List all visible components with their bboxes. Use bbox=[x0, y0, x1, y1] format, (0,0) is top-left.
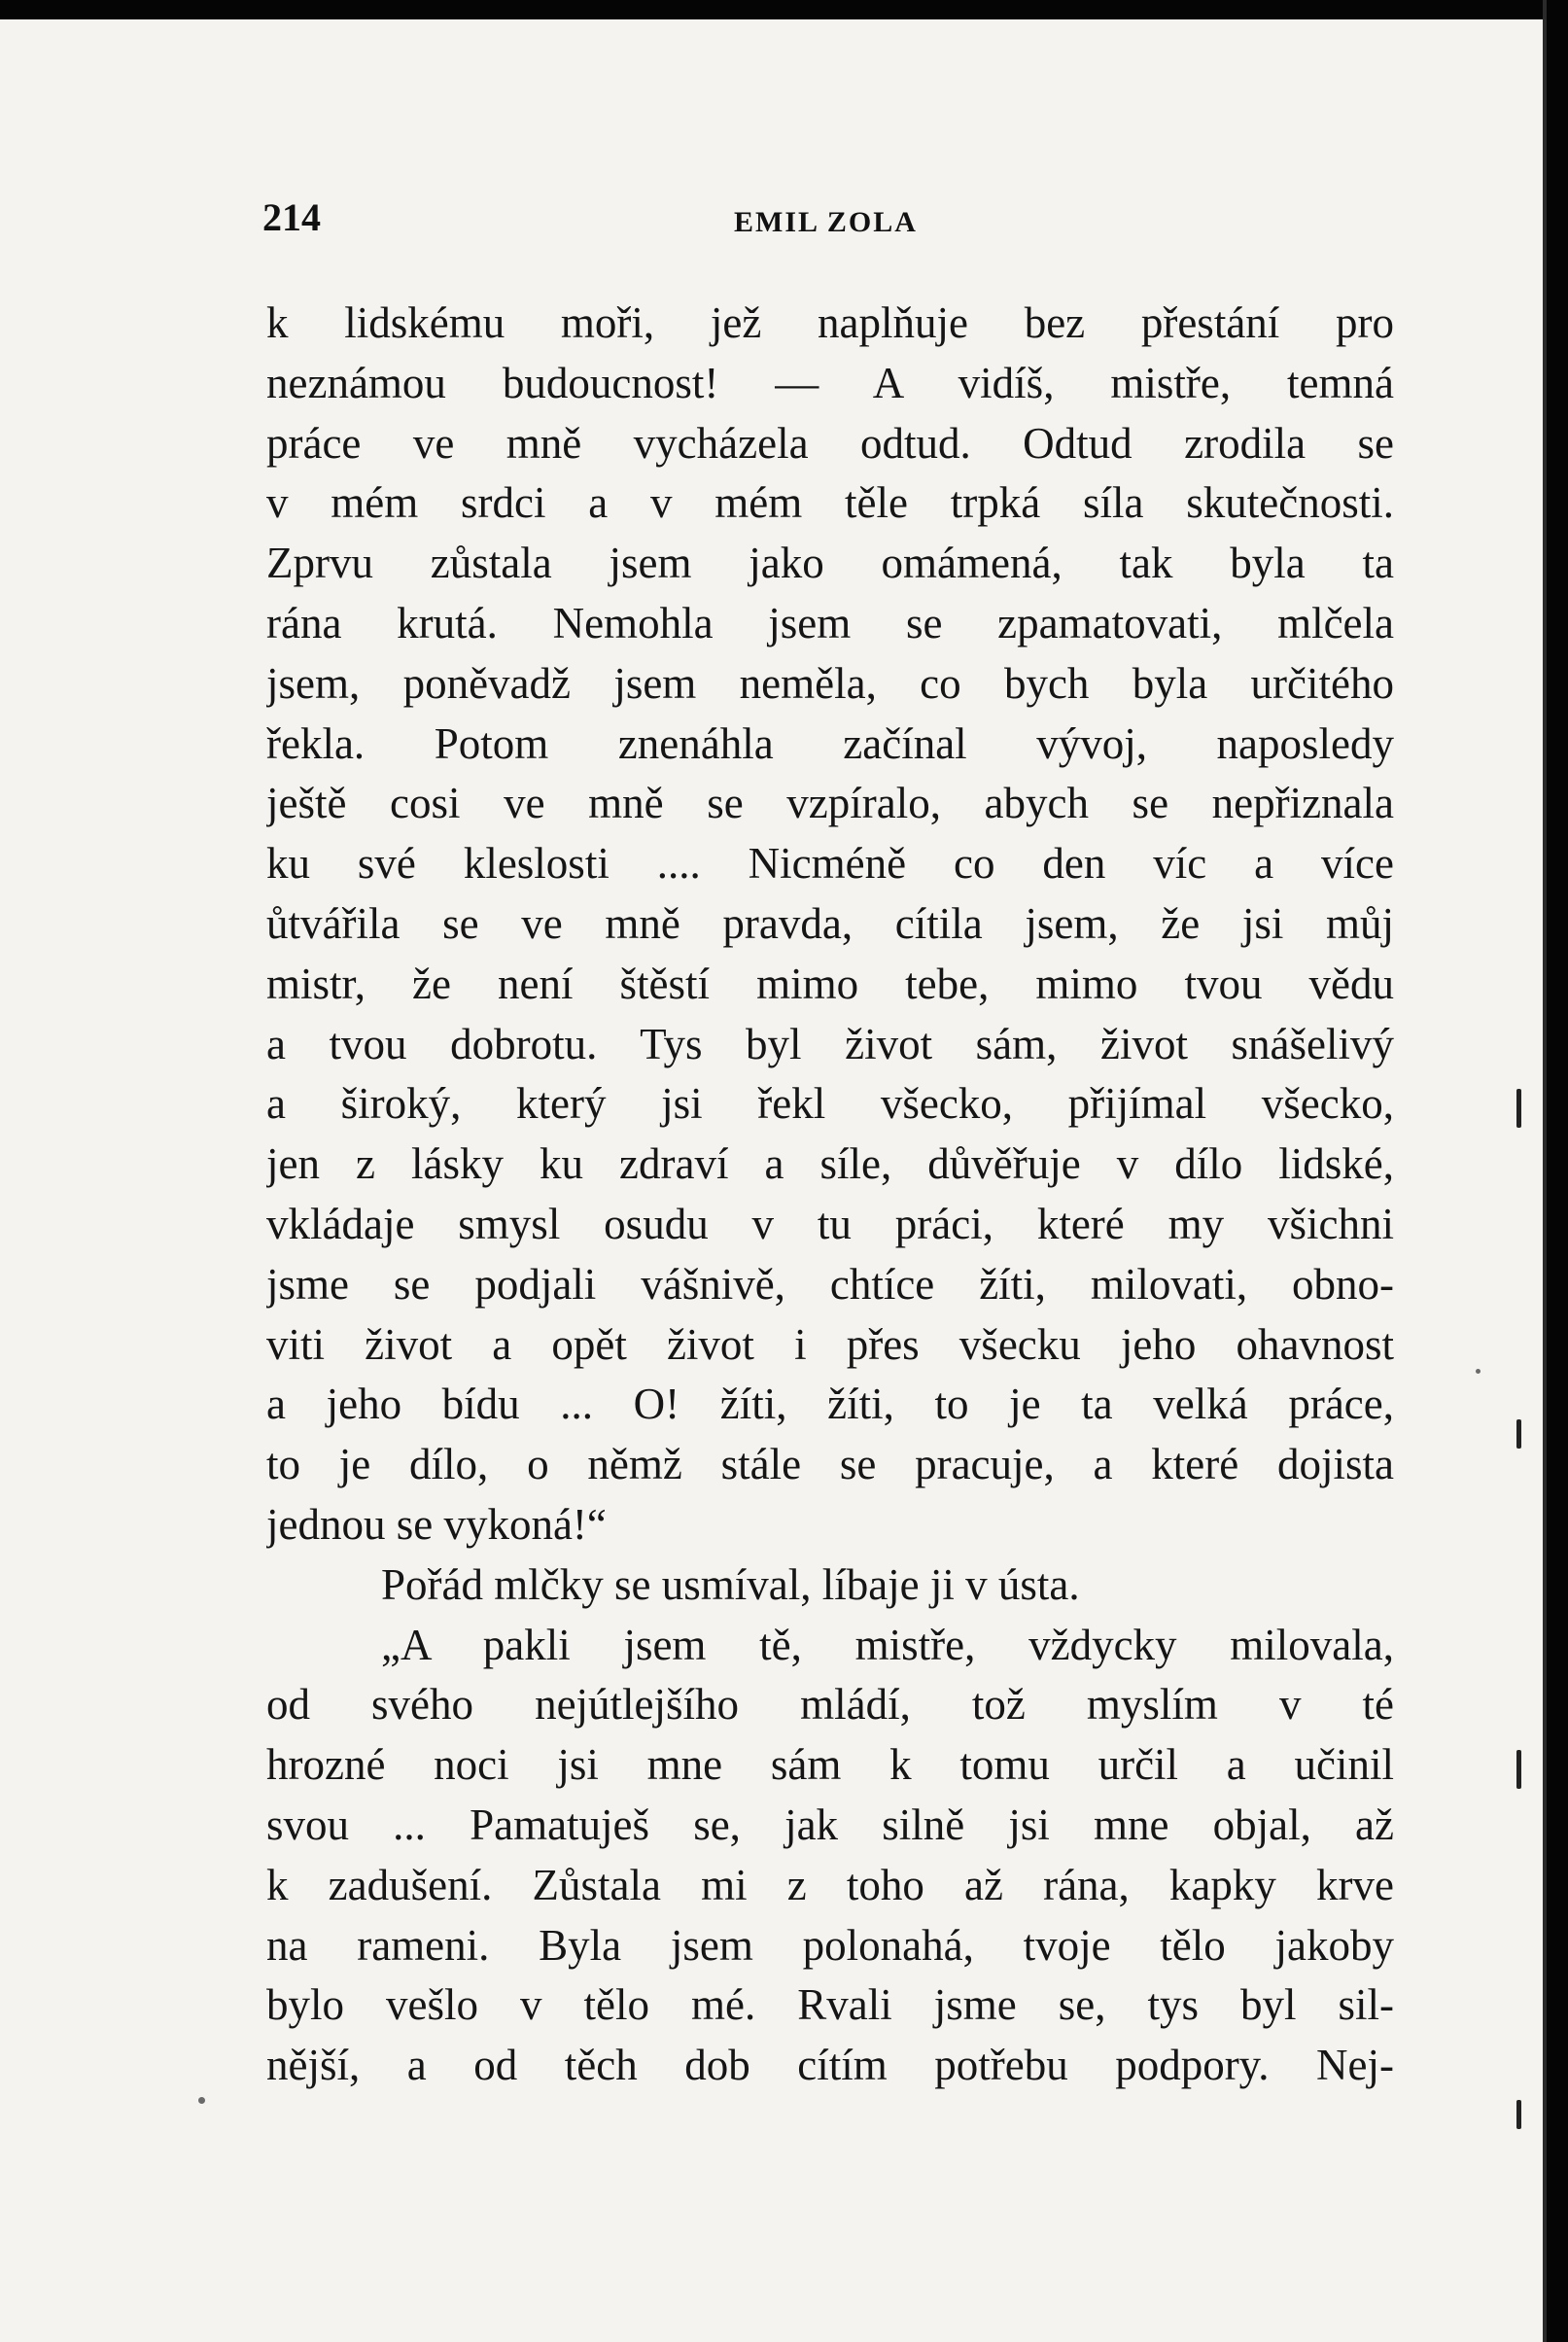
text-line: neznámou budoucnost! — A vidíš, mistře, temná bbox=[266, 358, 1394, 407]
text-line-paragraph-start: Pořád mlčky se usmíval, líbaje ji v ústa. bbox=[381, 1559, 1080, 1609]
text-line: to je dílo, o němž stále se pracuje, a které dojista bbox=[266, 1440, 1394, 1489]
scan-border-right bbox=[1547, 0, 1568, 2342]
text-line: a jeho bídu ... O! žíti, žíti, to je ta velká práce, bbox=[266, 1380, 1394, 1429]
text-line: v mém srdci a v mém těle trpká síla skutečnosti. bbox=[266, 478, 1394, 528]
text-line: mistr, že není štěstí mimo tebe, mimo tvou vědu bbox=[266, 959, 1394, 1008]
text-line-paragraph-start: „A pakli jsem tě, mistře, vždycky milovala, bbox=[381, 1620, 1394, 1669]
page-number: 214 bbox=[262, 195, 321, 239]
text-line: svou ... Pamatuješ se, jak silně jsi mne objal, až bbox=[266, 1800, 1394, 1849]
text-line: od svého nejútlejšího mládí, tož myslím v té bbox=[266, 1680, 1394, 1730]
text-line: jen z lásky ku zdraví a síle, důvěřuje v dílo lidské, bbox=[266, 1139, 1394, 1189]
text-line: rána krutá. Nemohla jsem se zpamatovati, mlčela bbox=[266, 598, 1394, 647]
text-line: bylo vešlo v tělo mé. Rvali jsme se, tys byl sil- bbox=[266, 1980, 1394, 2030]
scan-speck bbox=[198, 2097, 205, 2104]
text-line: jsme se podjali vášnivě, chtíce žíti, milovati, obno- bbox=[266, 1259, 1394, 1309]
text-line-paragraph-end: jednou se vykoná!“ bbox=[266, 1499, 607, 1549]
text-line: vkládaje smysl osudu v tu práci, které my všichni bbox=[266, 1199, 1394, 1248]
text-line: Zprvu zůstala jsem jako omámená, tak byla ta bbox=[266, 539, 1394, 588]
text-line: na rameni. Byla jsem polonahá, tvoje tělo jakoby bbox=[266, 1920, 1394, 1970]
scan-border-top bbox=[0, 0, 1568, 19]
body-text bbox=[266, 294, 1394, 2096]
text-line: řekla. Potom znenáhla začínal vývoj, naposledy bbox=[266, 718, 1394, 768]
text-line: práce ve mně vycházela odtud. Odtud zrodila se bbox=[266, 418, 1394, 468]
text-line: a tvou dobrotu. Tys byl život sám, život snášelivý bbox=[266, 1019, 1394, 1068]
text-line: hrozné noci jsi mne sám k tomu určil a učinil bbox=[266, 1740, 1394, 1790]
scan-speck bbox=[1516, 2100, 1521, 2129]
scan-speck bbox=[1476, 1369, 1481, 1374]
text-line: jsem, poněvadž jsem neměla, co bych byla určitého bbox=[266, 658, 1394, 708]
text-line: k zadušení. Zůstala mi z toho až rána, kapky krve bbox=[266, 1860, 1394, 1909]
scan-speck bbox=[1516, 1750, 1521, 1789]
scan-speck bbox=[1516, 1419, 1521, 1449]
text-line: ůtvářila se ve mně pravda, cítila jsem, že jsi můj bbox=[266, 898, 1394, 948]
text-line: ku své kleslosti .... Nicméně co den víc a více bbox=[266, 839, 1394, 889]
text-line: viti život a opět život i přes všecku jeho ohavnost bbox=[266, 1319, 1394, 1369]
running-head: EMIL ZOLA bbox=[734, 206, 918, 238]
text-line: a široký, který jsi řekl všecko, přijímal všecko, bbox=[266, 1079, 1394, 1129]
text-line: k lidskému moři, jež naplňuje bez přestání pro bbox=[266, 298, 1394, 347]
text-line: nější, a od těch dob cítím potřebu podpory. Nej- bbox=[266, 2041, 1394, 2090]
page-header bbox=[262, 194, 1390, 253]
scan-speck bbox=[1516, 1089, 1521, 1128]
page-edge-shadow bbox=[1543, 0, 1547, 2342]
text-line: ještě cosi ve mně se vzpíralo, abych se nepřiznala bbox=[266, 779, 1394, 828]
